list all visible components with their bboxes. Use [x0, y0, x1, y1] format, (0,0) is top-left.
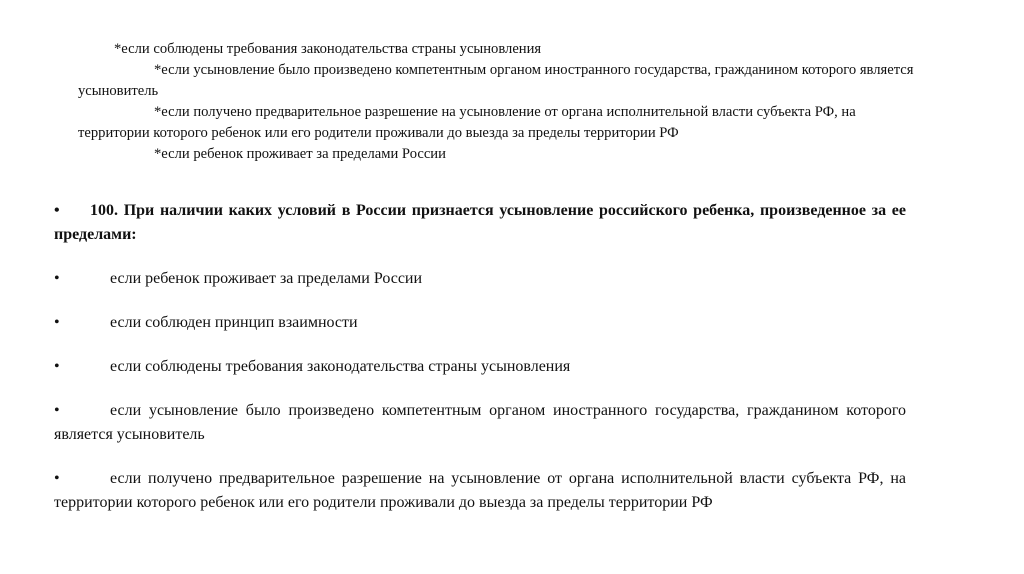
previous-answer-line: *если ребенок проживает за пределами России	[154, 146, 446, 162]
answer-option	[54, 355, 906, 379]
previous-answers-block	[78, 39, 918, 165]
bullet-marker: •	[54, 314, 60, 331]
bullet-marker: •	[54, 402, 60, 419]
answer-option	[54, 399, 906, 447]
bullet-marker: •	[54, 202, 60, 219]
bullet-marker: •	[54, 270, 60, 287]
answer-option	[54, 311, 906, 335]
answer-option	[54, 267, 906, 291]
answer-text: если соблюден принцип взаимности	[110, 314, 358, 331]
question-100	[54, 199, 906, 247]
previous-answer-line: *если соблюдены требования законодательства страны усыновления	[114, 41, 542, 57]
answer-text: если соблюдены требования законодательства страны усыновления	[110, 358, 571, 375]
answer-option	[54, 467, 906, 515]
previous-answer-line: *если получено предварительное разрешение на усыновление от органа исполнительной власти субъекта РФ, на территории которого ребенок или его родители проживали до выезда за пределы территории РФ	[78, 104, 856, 141]
bullet-marker: •	[54, 470, 60, 487]
answer-text: если усыновление было произведено компетентным органом иностранного государства, гражданином которого является усыновитель	[54, 402, 906, 443]
answer-text: если ребенок проживает за пределами России	[110, 270, 423, 287]
bullet-marker: •	[54, 358, 60, 375]
answer-text: если получено предварительное разрешение на усыновление от органа исполнительной власти субъекта РФ, на территории которого ребенок или его родители проживали до выезда за пределы территории РФ	[54, 470, 906, 511]
previous-answer-line: *если усыновление было произведено компетентным органом иностранного государства, гражданином которого является усыновитель	[78, 62, 914, 99]
question-block	[54, 199, 906, 535]
question-text: 100. При наличии каких условий в России признается усыновление российского ребенка, произведенное за ее пределами:	[54, 202, 906, 243]
